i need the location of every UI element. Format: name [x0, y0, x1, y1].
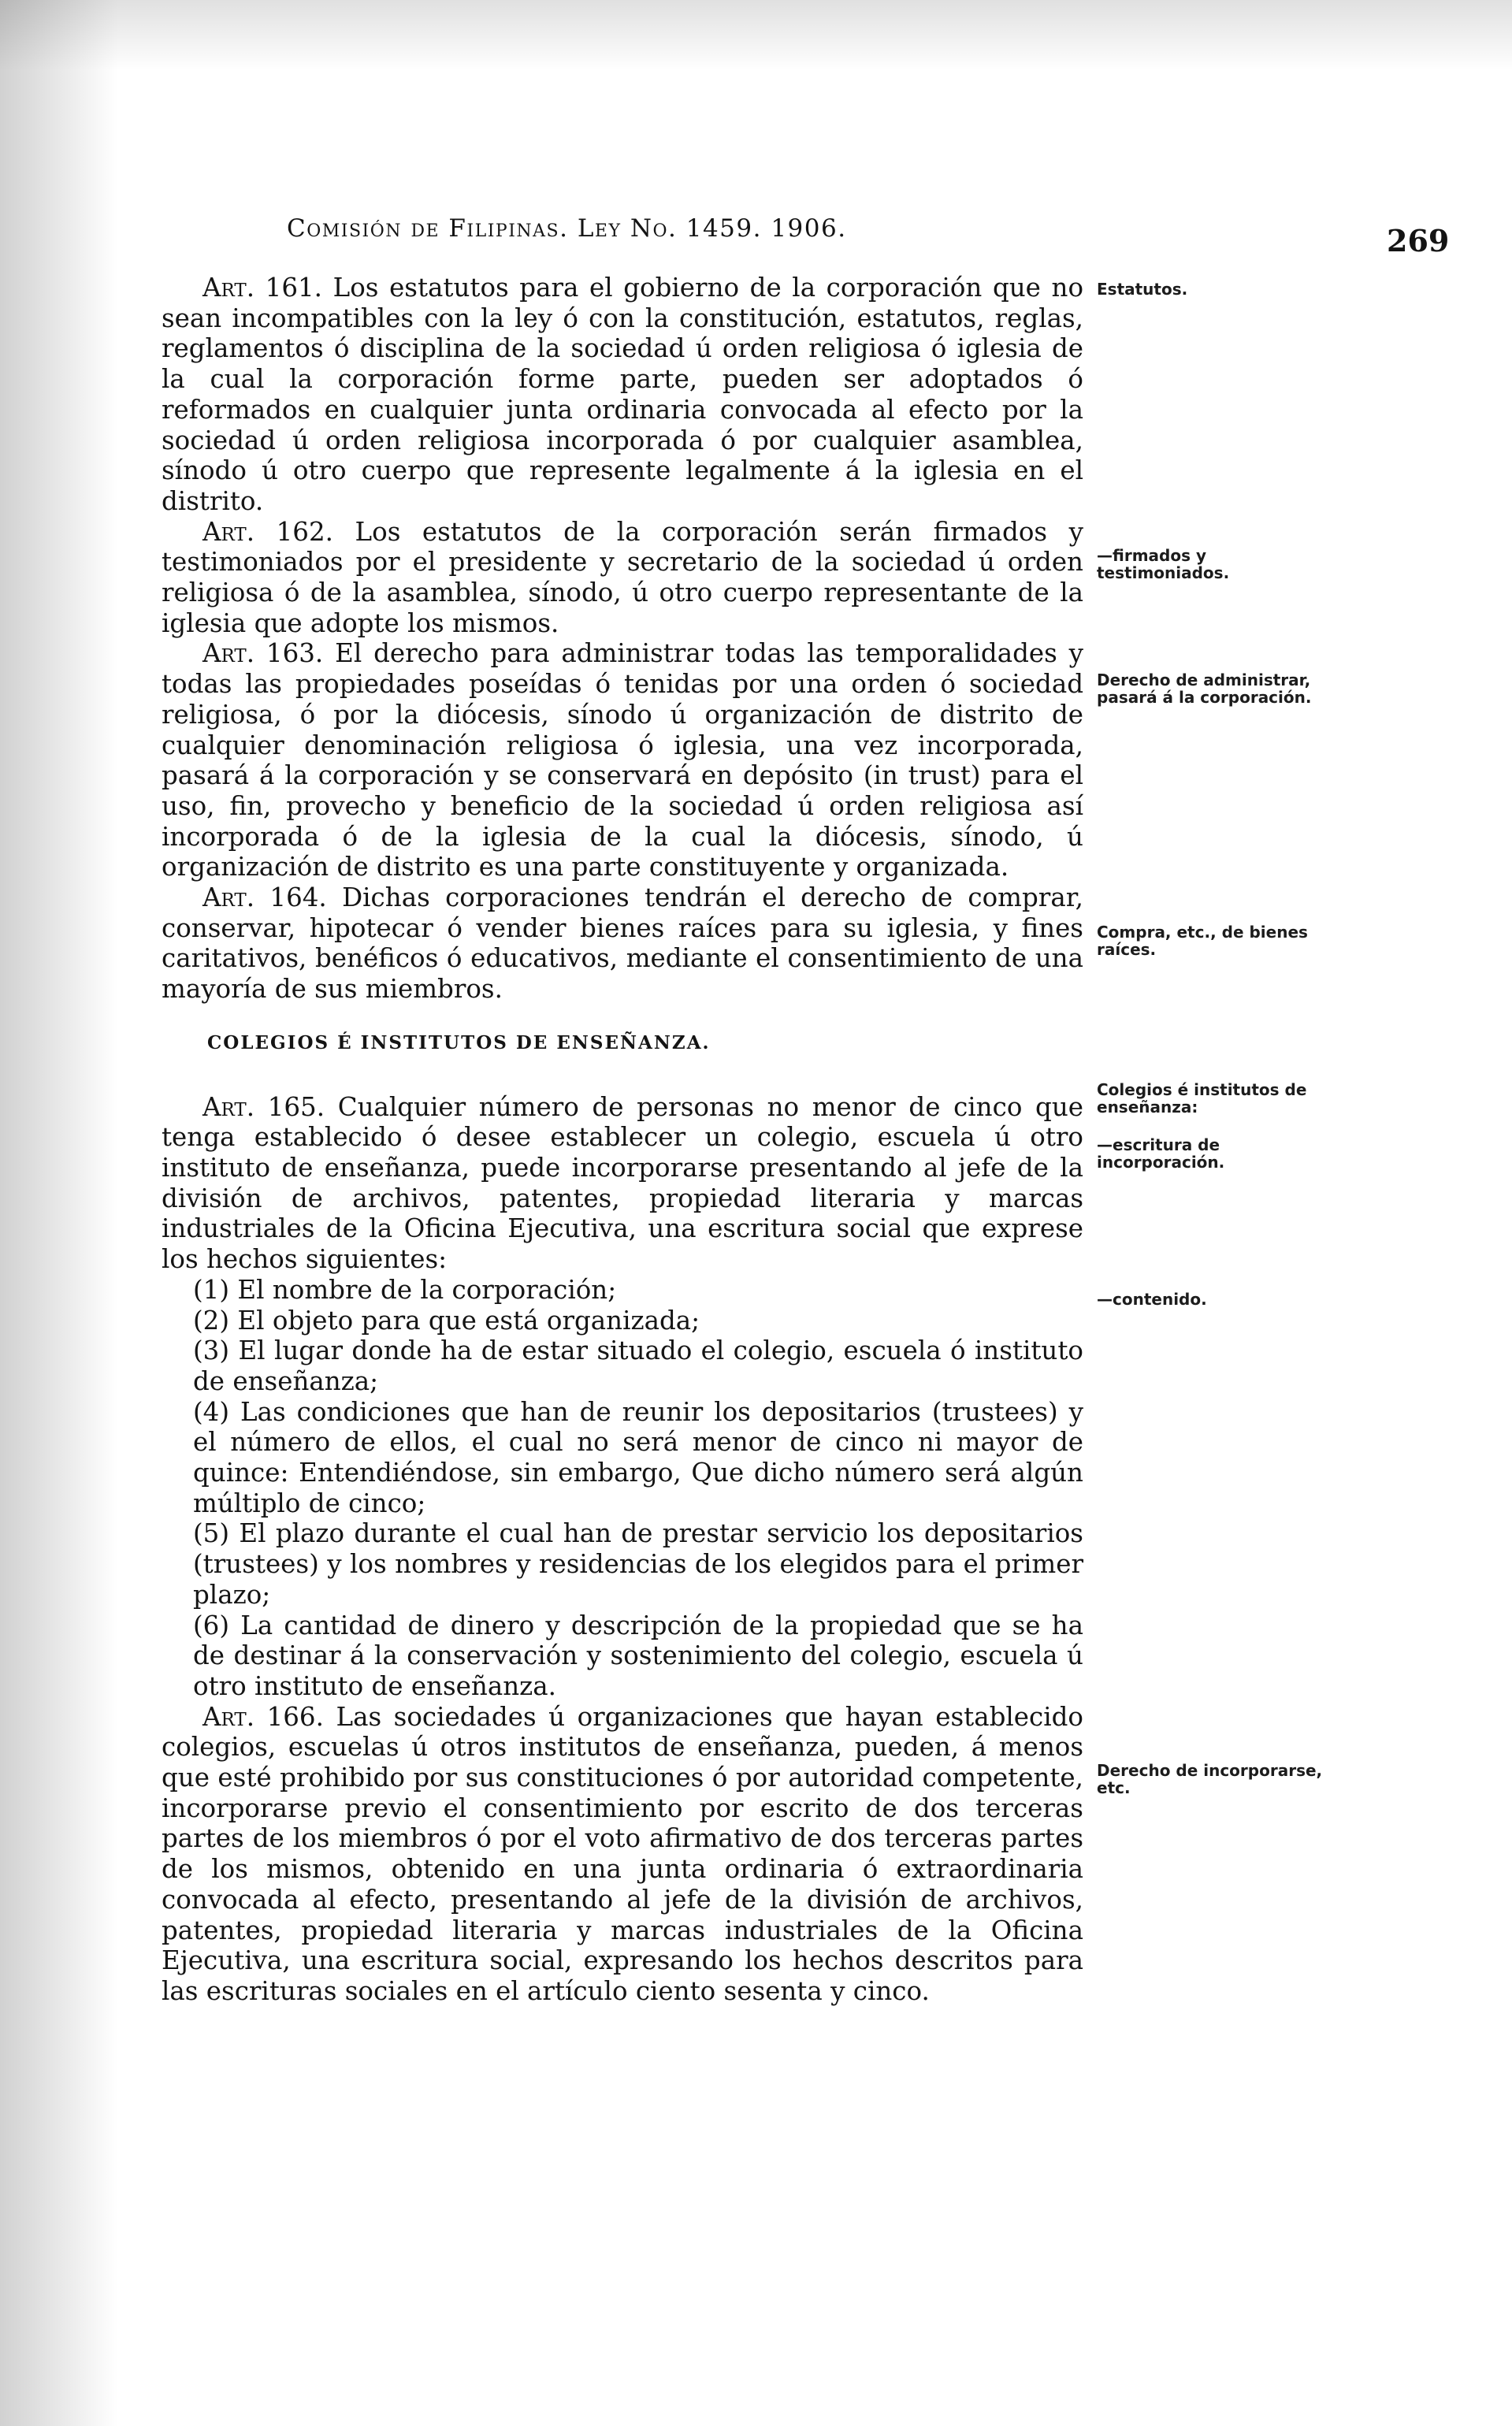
list-item	[162, 1518, 1083, 1610]
article-text: El derecho para administrar todas las temporalidades y todas las propiedades poseídas ó tenidas por una orden ó sociedad religiosa, ó por la diócesis, sínodo ú organización de distrito de cualquier denominación religiosa ó iglesia, una vez incorporada, pasará á la corporación y se conservará en depósito (in trust) para el uso, fin, provecho y beneficio de la sociedad ú orden religiosa así incorporada ó de la iglesia de la cual la diócesis, sínodo, ú organización de distrito es una parte constituyente y organizada.	[162, 638, 1083, 882]
margin-note: —firmados y testimoniados.	[1097, 546, 1230, 582]
item-number: (6)	[193, 1610, 230, 1640]
list-item	[162, 1611, 1083, 1702]
item-number: (5)	[193, 1518, 230, 1549]
item-text: El lugar donde ha de estar situado el colegio, escuela ó instituto de enseñanza;	[193, 1336, 1083, 1396]
item-text: El objeto para que está organizada;	[237, 1305, 700, 1336]
item-text: La cantidad de dinero y descripción de la propiedad que se ha de destinar á la conservación y sostenimiento del colegio, escuela ú otro instituto de enseñanza.	[193, 1610, 1083, 1701]
item-number: (4)	[193, 1396, 230, 1427]
margin-note: Derecho de administrar, pasará á la corporación.	[1097, 671, 1312, 707]
article-text: Las sociedades ú organizaciones que hayan establecido colegios, escuelas ú otros institutos de enseñanza, pueden, á menos que esté prohibido por sus constituciones ó por autoridad competente, incorporarse previo el consentimiento por escrito de dos terceras partes de los miembros ó por el voto afirmativo de dos terceras partes de los mismos, obtenido en una junta ordinaria ó extraordinaria convocada al efecto, presentando al jefe de la división de archivos, patentes, propiedad literaria y marcas industriales de la Oficina Ejecutiva, una escritura social, expresando los hechos descritos para las escrituras sociales en el artículo ciento sesenta y cinco.	[162, 1701, 1083, 2006]
item-number: (1)	[193, 1274, 230, 1305]
item-text: Las condiciones que han de reunir los depositarios (trustees) y el número de ellos, el cual no será menor de cinco ni mayor de quince: Entendiéndose, sin embargo, Que dicho número será algún múltiplo de cinco;	[193, 1396, 1083, 1518]
article-text: Los estatutos de la corporación serán firmados y testimoniados por el presidente y secretario de la sociedad ú orden religiosa ó de la asamblea, sínodo, ú otro cuerpo representante de la iglesia que adopte los mismos.	[162, 516, 1083, 638]
item-text: El plazo durante el cual han de prestar servicio los depositarios (trustees) y los nombres y residencias de los elegidos para el primer plazo;	[193, 1518, 1083, 1610]
article-163	[162, 638, 1083, 882]
item-text: El nombre de la corporación;	[237, 1274, 617, 1305]
margin-note: —contenido.	[1097, 1290, 1207, 1309]
article-162	[162, 517, 1083, 639]
margin-note: Estatutos.	[1097, 280, 1188, 299]
list-item	[162, 1306, 1083, 1336]
list-item	[162, 1275, 1083, 1306]
article-161	[162, 273, 1083, 517]
section-heading: COLEGIOS É INSTITUTOS DE ENSEÑANZA.	[207, 1031, 711, 1053]
article-label: Art. 161.	[202, 273, 323, 303]
body-text	[162, 273, 1083, 2007]
running-head: Comisión de Filipinas. Ley No. 1459. 1906.	[287, 214, 847, 243]
article-165	[162, 1092, 1083, 1275]
item-number: (2)	[193, 1305, 230, 1336]
margin-note: Derecho de incorporarse, etc.	[1097, 1761, 1323, 1797]
article-label: Art. 165.	[202, 1091, 325, 1122]
item-number: (3)	[193, 1336, 230, 1366]
article-text: Los estatutos para el gobierno de la corporación que no sean incompatibles con la ley ó con la constitución, estatutos, reglas, reglamentos ó disciplina de la sociedad ú orden religiosa ó iglesia de la cual la corporación forme parte, pueden ser adoptados ó reformados en cualquier junta ordinaria convocada al efecto por la sociedad ú orden religiosa incorporada ó por cualquier asamblea, sínodo ú otro cuerpo que represente legalmente á la iglesia en el distrito.	[162, 273, 1084, 516]
article-label: Art. 164.	[202, 882, 327, 913]
margin-note: Colegios é institutos de enseñanza:	[1097, 1080, 1307, 1116]
article-label: Art. 163.	[202, 638, 324, 669]
margin-note: —escritura de incorporación.	[1097, 1135, 1225, 1172]
article-164	[162, 882, 1083, 1005]
article-label: Art. 166.	[202, 1701, 324, 1732]
list-item	[162, 1336, 1083, 1396]
article-text: Dichas corporaciones tendrán el derecho de comprar, conservar, hipotecar ó vender bienes raíces para su iglesia, y fines caritativos, benéficos ó educativos, mediante el consentimiento de una mayoría de sus miembros.	[162, 882, 1083, 1005]
page-number: 269	[1387, 223, 1450, 258]
scan-shadow-top	[0, 0, 1512, 71]
article-label: Art. 162.	[202, 516, 333, 547]
scan-shadow-left	[0, 0, 118, 2426]
margin-note: Compra, etc., de bienes raíces.	[1097, 923, 1308, 959]
list-item	[162, 1397, 1083, 1519]
article-166	[162, 1702, 1083, 2007]
article-text: Cualquier número de personas no menor de cinco que tenga establecido ó desee establecer un colegio, escuela ú otro instituto de enseñanza, puede incorporarse presentando al jefe de la división de archivos, patentes, propiedad literaria y marcas industriales de la Oficina Ejecutiva, una escritura social que exprese los hechos siguientes:	[162, 1091, 1083, 1275]
